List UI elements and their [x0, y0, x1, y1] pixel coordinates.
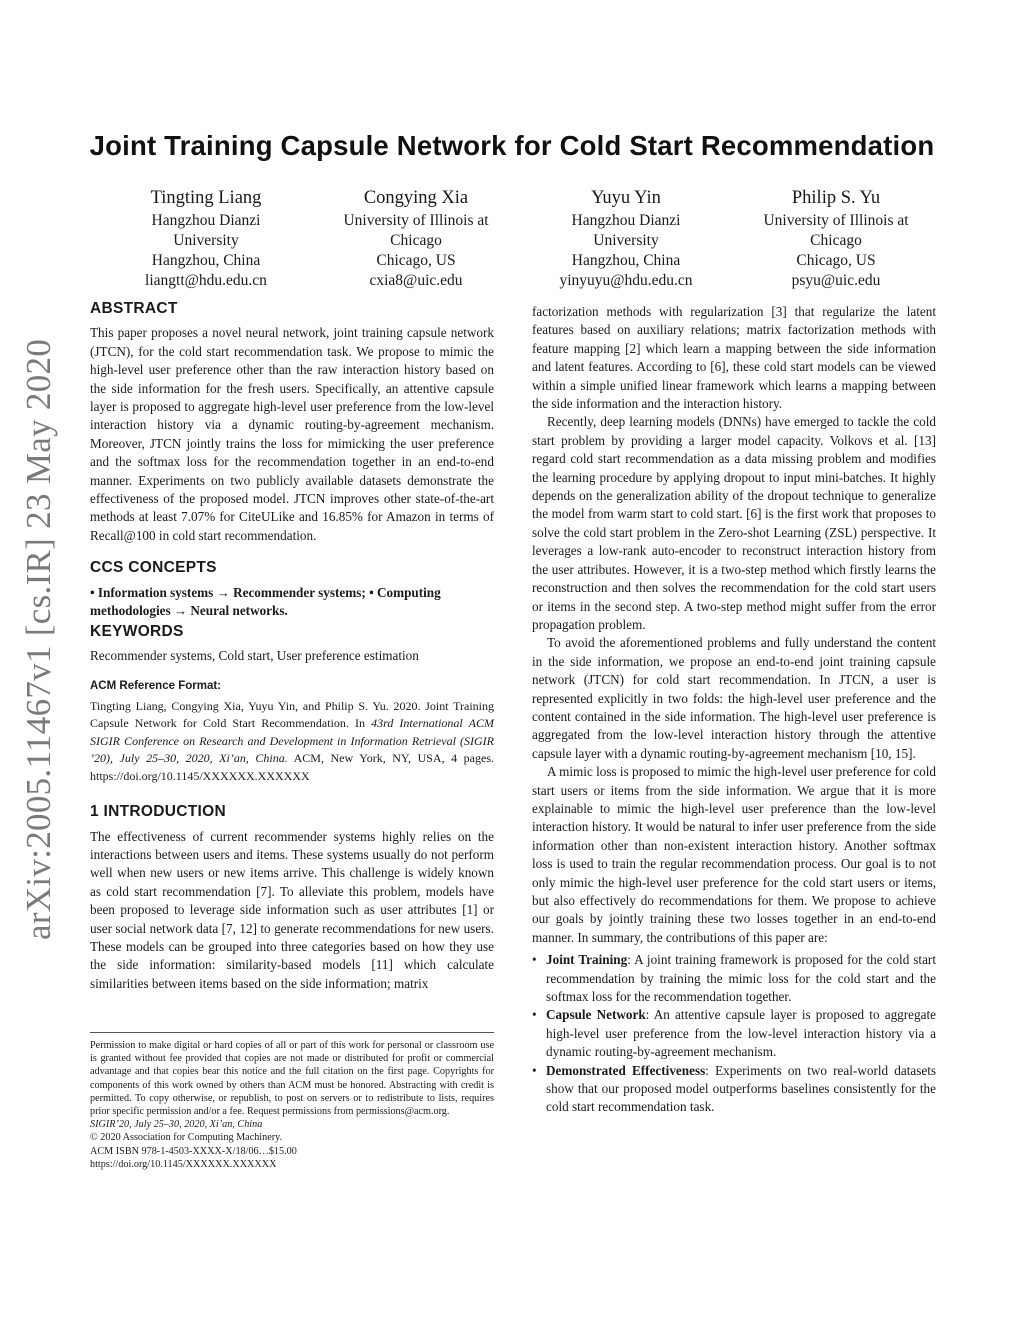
author-name: Tingting Liang	[150, 188, 262, 208]
author-location: Hangzhou, China	[571, 252, 681, 269]
author	[108, 186, 304, 291]
author	[528, 186, 724, 291]
author	[318, 186, 514, 291]
permission-notice: Permission to make digital or hard copies of all or part of this work for personal or classroom use is granted without fee provided that copies are not made or distributed for profit or commercial advantage and that copies bear this notice and the full citation on the first page. Copyrights for components of this work owned by others than ACM must be honored. Abstracting with credit is permitted. To copy otherwise, or republish, to post on servers or to redistribute to lists, requires prior specific permission and/or a fee. Request permissions from permissions@acm.org.	[90, 1040, 494, 1118]
footnote-venue: SIGIR’20, July 25–30, 2020, Xi’an, China	[90, 1119, 263, 1131]
author-email[interactable]: liangtt@hdu.edu.cn	[145, 272, 267, 289]
author-name: Philip S. Yu	[791, 188, 881, 208]
contribution-text: : Experiments on two real-world datasets show that our proposed model outperforms baselines consistently for the cold start recommendation task.	[546, 1062, 936, 1115]
bullet-icon: •	[532, 1007, 537, 1023]
paragraph: Recently, deep learning models (DNNs) have emerged to tackle the cold start problem by providing a larger model capacity. Volkovs et al. [13] regard cold start recommendation as a data missing problem and modifies the learning procedure by applying dropout to input mini-batches. It highly depends on the generalization ability of the dropout technique to generalize the model from warm start to cold start. [6] is the first work that proposes to solve the cold start problem in the Zero-shot Learning (ZSL) perspective. It leverages a low-rank auto-encoder to reconstruct interaction history from the user attributes. However, it is a two-step method which firstly learns the reconstruction and then solves the recommendation for the cold start users or items in the second step. A two-step method might suffer from the error propagation problem.	[532, 414, 936, 632]
acm-reference-publisher: ACM, New York, NY, USA, 4 pages. https://doi.org/10.1145/XXXXXX.XXXXXX	[90, 751, 495, 783]
bullet-icon: •	[532, 952, 537, 968]
author-location: Chicago, US	[376, 252, 456, 269]
author-affiliation: Hangzhou Dianzi	[151, 212, 261, 229]
footnote-isbn: ACM ISBN 978-1-4503-XXXX-X/18/06…$15.00	[90, 1145, 297, 1157]
author-email[interactable]: yinyuyu@hdu.edu.cn	[559, 272, 693, 289]
author-affiliation: University of Illinois at	[763, 212, 909, 229]
right-column	[532, 303, 936, 1117]
list-item	[532, 1062, 936, 1117]
bullet-icon: •	[532, 1062, 537, 1078]
ccs-text: • Information systems → Recommender systems; • Computing methodologies → Neural networks.	[90, 584, 441, 619]
left-column	[90, 300, 494, 993]
paragraph: factorization methods with regularization [3] that regularize the latent features based on auxiliary relations; matrix factorization methods with feature mapping [2] which learn a mapping between the side information and latent features. According to [6], these cold start models can be viewed within a simple unified linear framework which learns a mapping between the side information and the interaction history.	[532, 304, 936, 412]
acm-reference-heading: ACM Reference Format:	[90, 680, 221, 693]
author-name: Congying Xia	[363, 188, 469, 208]
arxiv-stamp	[4, 338, 74, 940]
paragraph: To avoid the aforementioned problems and fully understand the content in the side information, we propose an end-to-end joint training capsule network (JTCN) for cold start recommendation. In JTCN, a user is represented explicitly in two folds: the high-level user preference and the content contained in the side information. The high-level user preference is aggregated from the low-level interaction history through the attentive capsule layer with a dynamic routing-by-agreement mechanism [10, 15].	[532, 635, 936, 761]
list-item	[532, 1006, 936, 1061]
author-location: Chicago, US	[796, 252, 876, 269]
footnote-copyright: © 2020 Association for Computing Machinery.	[90, 1132, 283, 1144]
intro-paragraph: The effectiveness of current recommender systems highly relies on the interactions between users and items. These systems usually do not perform well when new users or new items arrive. This challenge is widely known as cold start recommendation [7]. To alleviate this problem, models have been proposed to leverage side information such as user attributes [1] or user social network data [7, 12] to generate recommendations for new users. These models can be grouped into three categories based on how they use the side information: similarity-based models [11] which calculate similarities between items based on the side information; matrix	[90, 828, 494, 991]
author-affiliation: Chicago	[810, 232, 862, 249]
contribution-label: Capsule Network	[546, 1007, 646, 1023]
acm-reference-venue: 43rd International ACM SIGIR Conference on Research and Development in Information Retrieval (SIGIR ’20), July 25–30, 2020, Xi’an, China.	[90, 716, 494, 766]
author-name: Yuyu Yin	[591, 188, 661, 208]
contributions-list	[532, 951, 936, 1117]
footnote	[90, 1032, 494, 1171]
author-affiliation: University	[173, 232, 239, 249]
author	[738, 186, 934, 291]
contribution-text: : A joint training framework is proposed for the cold start recommendation by training the mimic loss for the cold start and the softmax loss for the recommendation together.	[546, 952, 936, 1005]
contribution-text: : An attentive capsule layer is proposed to aggregate high-level user preference from the low-level interaction history via a dynamic routing-by-agreement mechanism.	[546, 1007, 936, 1060]
contribution-label: Joint Training	[546, 952, 628, 968]
arxiv-id: arXiv:2005.11467v1 [cs.IR] 23 May 2020	[19, 338, 58, 940]
ccs-heading: CCS CONCEPTS	[90, 559, 217, 577]
acm-reference	[90, 698, 494, 786]
intro-heading: 1 INTRODUCTION	[90, 803, 226, 821]
footnote-doi[interactable]: https://doi.org/10.1145/XXXXXX.XXXXXX	[90, 1158, 277, 1170]
abstract-heading: ABSTRACT	[90, 300, 178, 317]
author-affiliation: Chicago	[390, 232, 442, 249]
contribution-label: Demonstrated Effectiveness	[546, 1062, 706, 1078]
author-affiliation: University	[593, 232, 659, 249]
author-affiliation: University of Illinois at	[343, 212, 489, 229]
paper-title: Joint Training Capsule Network for Cold Start Recommendation	[89, 130, 935, 161]
keywords-text: Recommender systems, Cold start, User preference estimation	[90, 647, 419, 663]
author-email[interactable]: psyu@uic.edu	[791, 272, 881, 289]
list-item	[532, 951, 936, 1006]
author-affiliation: Hangzhou Dianzi	[571, 212, 681, 229]
author-location: Hangzhou, China	[151, 252, 261, 269]
author-email[interactable]: cxia8@uic.edu	[369, 272, 463, 289]
keywords-heading: KEYWORDS	[90, 622, 184, 640]
acm-reference-authors: Tingting Liang, Congying Xia, Yuyu Yin, and Philip S. Yu. 2020. Joint Training Capsule Network for Cold Start Recommendation. In	[90, 698, 494, 731]
paragraph: A mimic loss is proposed to mimic the high-level user preference for cold start users or items from the side information. We argue that it is more explainable to mimic the high-level user preference than the low-level interaction history. It would be natural to infer user preference from the side information other than non-existent interaction history. Another softmax loss is used to train the regular recommendation process. Our goal is to not only mimic the high-level user preference for the cold start users or items, but also effectively do recommendations for them. We propose to achieve our goals by jointly training these two losses together in an end-to-end manner. In summary, the contributions of this paper are:	[532, 764, 936, 945]
author-block	[108, 186, 934, 291]
abstract-text: This paper proposes a novel neural network, joint training capsule network (JTCN), for the cold start recommendation task. We propose to mimic the high-level user preference other than the raw interaction history based on the side information for the fresh users. Specifically, an attentive capsule layer is proposed to aggregate high-level user preference from the low-level interaction history via a dynamic routing-by-agreement mechanism. Moreover, JTCN jointly trains the loss for mimicking the user preference and the softmax loss for the recommendation together in an end-to-end manner. Experiments on two publicly available datasets demonstrate the effectiveness of the proposed model. JTCN improves other state-of-the-art methods at least 7.07% for CiteULike and 16.85% for Amazon in terms of Recall@100 in cold start recommendation.	[90, 325, 494, 543]
